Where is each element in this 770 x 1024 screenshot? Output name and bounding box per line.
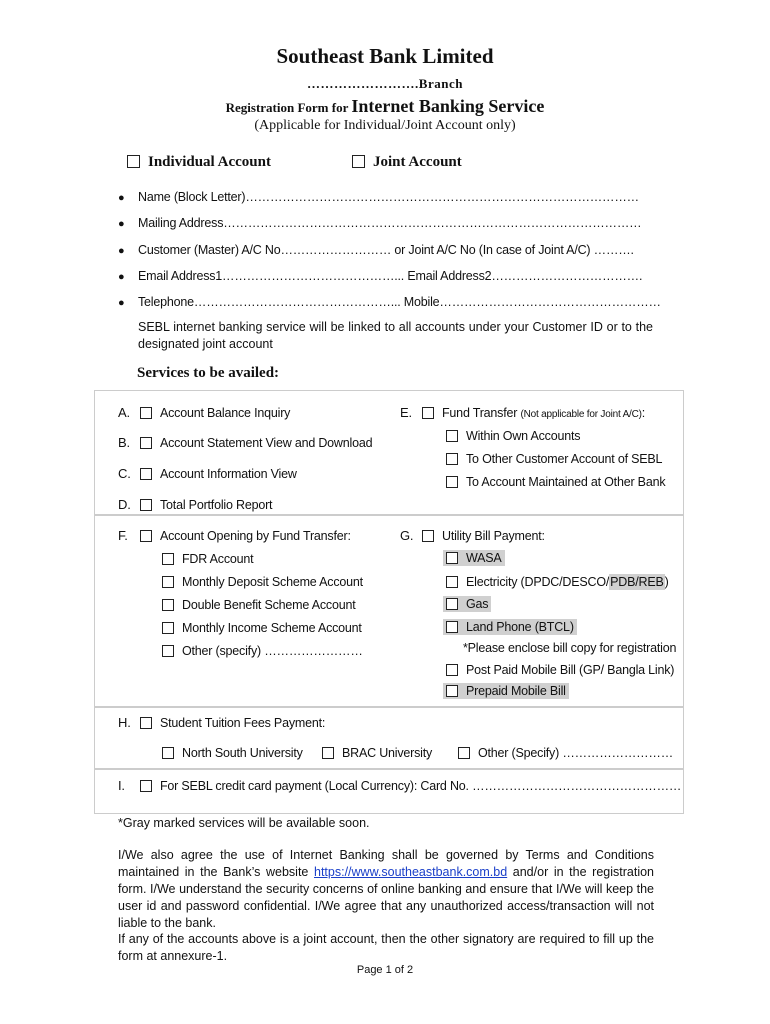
service-c-checkbox[interactable]: [140, 468, 152, 480]
branch-line: …………………….Branch: [307, 76, 463, 91]
service-e-option[interactable]: To Other Customer Account of SEBL: [446, 452, 662, 466]
form-title-prefix: Registration Form for: [225, 100, 352, 115]
service-f-option-checkbox[interactable]: [162, 599, 174, 611]
service-f[interactable]: F. Account Opening by Fund Transfer:: [118, 528, 351, 543]
service-d[interactable]: D. Total Portfolio Report: [118, 497, 273, 512]
service-g-option-postpaid[interactable]: Post Paid Mobile Bill (GP/ Bangla Link): [446, 663, 674, 677]
service-f-option[interactable]: Monthly Income Scheme Account: [162, 621, 362, 635]
service-g-checkbox[interactable]: [422, 530, 434, 542]
bank-name: Southeast Bank Limited: [276, 44, 494, 68]
service-h-checkbox[interactable]: [140, 717, 152, 729]
service-f-option-checkbox[interactable]: [162, 576, 174, 588]
service-f-checkbox[interactable]: [140, 530, 152, 542]
service-i[interactable]: I. For SEBL credit card payment (Local Currency): Card No. ……………………………………………: [118, 778, 682, 793]
service-e-checkbox[interactable]: [422, 407, 434, 419]
service-h[interactable]: H. Student Tuition Fees Payment:: [118, 715, 326, 730]
field-email[interactable]: ● Email Address1……………………………………... Email Address2……………………………….: [118, 269, 643, 283]
field-name[interactable]: ● Name (Block Letter)……………………………………………………………………………………: [118, 190, 639, 204]
gray-note: *Gray marked services will be available soon.: [118, 816, 370, 830]
university-option[interactable]: Other (Specify) ………………………: [458, 746, 673, 760]
field-telephone[interactable]: ● Telephone…………………………………………... Mobile………………………………………………: [118, 295, 661, 309]
service-f-option[interactable]: Monthly Deposit Scheme Account: [162, 575, 363, 589]
bullet-icon: ●: [118, 245, 125, 257]
form-title-service: Internet Banking Service: [351, 96, 545, 116]
service-e-option-checkbox[interactable]: [446, 453, 458, 465]
electricity-checkbox[interactable]: [446, 576, 458, 588]
individual-account-option[interactable]: [127, 154, 271, 171]
service-g[interactable]: G. Utility Bill Payment:: [400, 528, 545, 543]
joint-account-note: If any of the accounts above is a joint account, then the other signatory are required to fill up the form at annexure-1.: [118, 932, 654, 963]
service-b[interactable]: B. Account Statement View and Download: [118, 435, 373, 450]
university-checkbox[interactable]: [162, 747, 174, 759]
prepaid-checkbox[interactable]: [446, 685, 458, 697]
bullet-icon: ●: [118, 297, 125, 309]
service-f-option[interactable]: Other (specify) ……………………: [162, 644, 363, 658]
services-title: Services to be availed:: [137, 365, 280, 381]
service-f-option-checkbox[interactable]: [162, 553, 174, 565]
university-checkbox[interactable]: [458, 747, 470, 759]
field-account-number[interactable]: ● Customer (Master) A/C No……………………… or Joint A/C No (In case of Joint A/C) ……….: [118, 243, 634, 257]
bullet-icon: ●: [118, 192, 125, 204]
service-c[interactable]: C. Account Information View: [118, 466, 297, 481]
university-checkbox[interactable]: [322, 747, 334, 759]
service-b-checkbox[interactable]: [140, 437, 152, 449]
gas-checkbox[interactable]: [446, 598, 458, 610]
service-e-option[interactable]: To Account Maintained at Other Bank: [446, 475, 665, 489]
service-i-checkbox[interactable]: [140, 780, 152, 792]
service-e-option-checkbox[interactable]: [446, 430, 458, 442]
service-g-option-electricity[interactable]: Electricity (DPDC/DESCO/PDB/REB): [446, 575, 669, 589]
university-option[interactable]: BRAC University: [322, 746, 432, 760]
service-a-checkbox[interactable]: [140, 407, 152, 419]
applicable-note: (Applicable for Individual/Joint Account only): [254, 118, 516, 133]
service-e[interactable]: E. Fund Transfer (Not applicable for Joint A/C):: [400, 405, 646, 420]
service-g-option-wasa[interactable]: WASA: [443, 550, 505, 566]
service-a[interactable]: A. Account Balance Inquiry: [118, 405, 291, 420]
service-g-option-gas[interactable]: Gas: [443, 596, 491, 612]
form-title: [0, 96, 770, 117]
agreement-text: I/We also agree the use of Internet Banking shall be governed by Terms and Conditions maintained in the Bank’s website https://www.southeastbank.com.bd and/or in the registration form. I/We understand the security concerns of online banking and ensure that I/We will keep the user id and password confidential. I/We agree that any unauthorized access/transaction will not liable to the bank.: [118, 848, 655, 930]
service-g-option-prepaid[interactable]: Prepaid Mobile Bill: [443, 683, 569, 699]
service-d-checkbox[interactable]: [140, 499, 152, 511]
joint-account-label: Joint Account: [373, 154, 462, 170]
link-note: SEBL internet banking service will be linked to all accounts under your Customer ID or to the designated joint account: [138, 320, 653, 351]
service-e-option-checkbox[interactable]: [446, 476, 458, 488]
service-f-option[interactable]: Double Benefit Scheme Account: [162, 598, 355, 612]
service-f-option-checkbox[interactable]: [162, 622, 174, 634]
individual-account-label: Individual Account: [148, 154, 271, 170]
service-f-option[interactable]: FDR Account: [162, 552, 253, 566]
university-option[interactable]: North South University: [162, 746, 303, 760]
service-g-option-land-phone[interactable]: Land Phone (BTCL): [443, 619, 577, 635]
land-phone-checkbox[interactable]: [446, 621, 458, 633]
service-e-option[interactable]: Within Own Accounts: [446, 429, 580, 443]
individual-account-checkbox[interactable]: [127, 155, 140, 168]
joint-account-checkbox[interactable]: [352, 155, 365, 168]
bullet-icon: ●: [118, 218, 125, 230]
wasa-checkbox[interactable]: [446, 552, 458, 564]
bullet-icon: ●: [118, 271, 125, 283]
service-f-option-checkbox[interactable]: [162, 645, 174, 657]
field-mailing-address[interactable]: ● Mailing Address…………………………………………………………………………………………: [118, 216, 642, 230]
bank-website-link[interactable]: https://www.southeastbank.com.bd: [314, 865, 508, 879]
page-number: Page 1 of 2: [356, 964, 414, 976]
postpaid-checkbox[interactable]: [446, 664, 458, 676]
joint-account-option[interactable]: [352, 154, 462, 171]
enclose-bill-note: *Please enclose bill copy for registration: [463, 641, 677, 655]
